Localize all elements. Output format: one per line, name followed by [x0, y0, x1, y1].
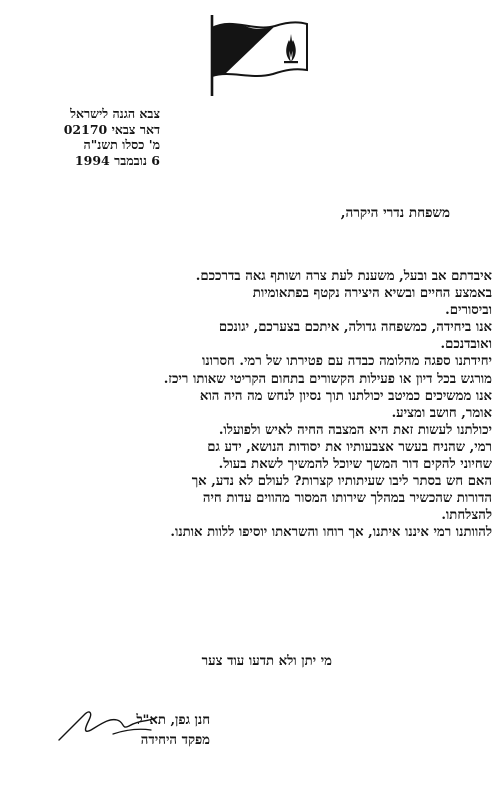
body-line: אומר, חושב ומציע.	[391, 405, 492, 421]
organization-name: צבא הגנה לישראל	[70, 106, 160, 121]
idf-flag-emblem-icon	[205, 12, 311, 98]
body-line: להצלחתו.	[441, 508, 492, 524]
letter-body	[26, 268, 492, 542]
body-line: וביסורים.	[445, 303, 492, 319]
letterhead-address	[52, 106, 160, 168]
salutation: משפחת נדרי היקרה,	[340, 205, 450, 221]
body-line: הדורות שהכשיר במהלך שירותו המסור מהווים עדות חיה	[202, 491, 492, 507]
military-post-address: דאר צבאי 02170	[63, 121, 160, 137]
body-line: אנו ביחידה, כמשפחה גדולה, איתכם בצערכם, יגונכם	[218, 320, 492, 336]
body-line: האם חש בסתר ליבו שעיתותיו קצרות? לעולם לא נדע, אך	[191, 474, 492, 490]
body-line: איבדתם אב ובעל, משענת לעת צרה ושותף גאה בדרככם.	[195, 269, 492, 284]
body-line: יכולתנו לעשות זאת היא המצבה החיה לאיש ולפועלו.	[218, 422, 492, 438]
signatory-title: מפקד היחידה	[140, 733, 210, 748]
body-line: מורגש בכל דיון או פעילות הקשורים בתחום הקריטי שאותו ריכז.	[163, 371, 492, 387]
body-line: אנו ממשיכים כמיטב יכולתנו תוך נסיון לנחש מה היה הוא	[199, 388, 492, 404]
body-line: ואובדנכם.	[440, 337, 492, 353]
body-line: להוותנו רמי איננו איתנו, אך רוחו והשראתו יוסיפו ללוות אותנו.	[170, 525, 492, 541]
gregorian-date: 6 נובמבר 1994	[74, 152, 160, 168]
body-line: שחיוני להקים דור המשך שיוכל להמשיך לשאת בעול.	[218, 457, 492, 473]
signatory-name: חנן גפן, תא"ל	[136, 713, 210, 728]
closing-line: מי יתן ולא תדעו עוד צער	[201, 654, 332, 669]
body-line: באמצע החיים ובשיא היצירה נקטף בפתאומיות	[252, 286, 492, 302]
body-line: רמי, שהניח בעשר אצבעותיו את יסודות הנושא, ידע גם	[207, 439, 492, 455]
hebrew-date: מ' כסלו תשנ"ה	[83, 137, 160, 152]
body-line: יחידתנו ספגה מהלומה כבדה עם פטירתו של רמי. חסרונו	[201, 354, 492, 370]
